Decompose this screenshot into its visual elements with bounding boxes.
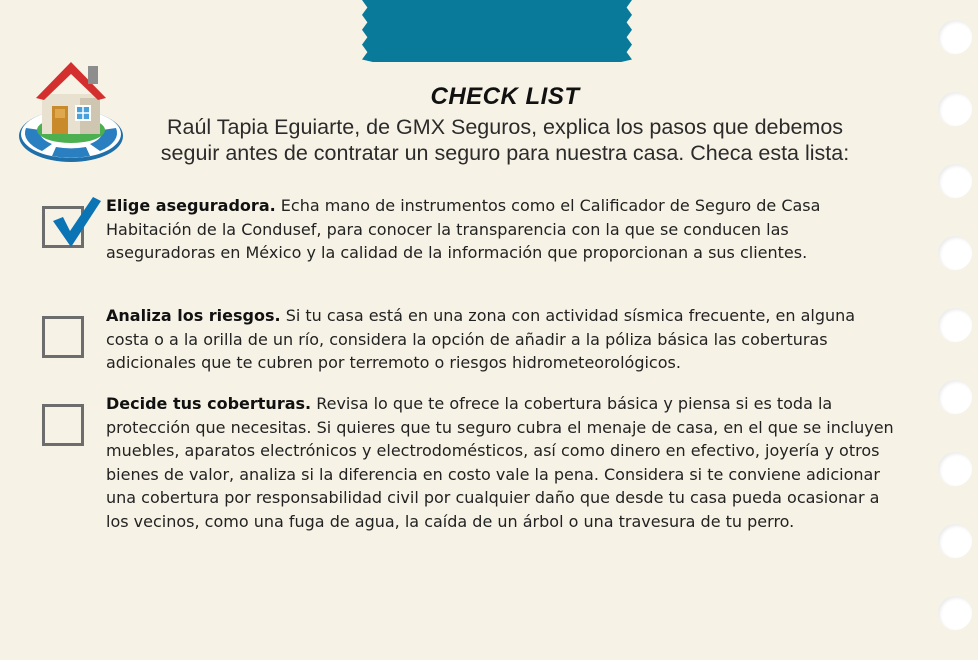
checklist-item-text (106, 392, 896, 533)
checklist-item-decide-coberturas (40, 392, 900, 562)
checklist-item-elige-aseguradora (40, 194, 900, 294)
intro-text: Raúl Tapia Eguiarte, de GMX Seguros, explica los pasos que debemos seguir antes de contratar un seguro para nuestra casa. Checa esta lista: (160, 115, 850, 165)
tape-decoration (362, 0, 632, 62)
page-title: CHECK LIST (430, 83, 580, 110)
binder-hole (938, 308, 972, 342)
checklist-item-heading: Analiza los riesgos. (106, 306, 281, 325)
checklist-item-heading: Decide tus coberturas. (106, 394, 312, 413)
checkmark-icon (43, 191, 105, 253)
checklist-item-body: Revisa lo que te ofrece la cobertura básica y piensa si es toda la protección que necesitas. Si quieres que tu seguro cubra el menaje de casa, en el que se incluyen muebles, aparatos electrónicos y electrodomésticos, así como dinero en efectivo, joyería y otros bienes de valor, analiza si la diferencia en costo vale la pena. Considera si te conviene adicionar una cobertura por responsabilidad civil por cualquier daño que desde tu casa pueda ocasionar a los vecinos, como una fuga de agua, la caída de un árbol o una travesura de tu perro. (106, 394, 894, 531)
checkbox-checked[interactable] (42, 206, 84, 248)
binder-hole (938, 380, 972, 414)
binder-hole (938, 452, 972, 486)
binder-hole (938, 596, 972, 630)
binder-hole (938, 20, 972, 54)
binder-hole (938, 92, 972, 126)
binder-hole (938, 524, 972, 558)
header (140, 82, 870, 166)
checkbox-unchecked[interactable] (42, 316, 84, 358)
checklist-item-body: Si tu casa está en una zona con actividad sísmica frecuente, en alguna costa o a la orilla de un río, considera la opción de añadir a la póliza básica las coberturas adicionales que te cubren por terremoto o riesgos hidrometeorológicos. (106, 306, 856, 372)
binder-hole (938, 236, 972, 270)
checklist-item-text (106, 194, 896, 265)
binder-hole (938, 164, 972, 198)
house-with-life-ring-icon (12, 48, 130, 168)
checklist-item-analiza-riesgos (40, 304, 900, 384)
checklist-item-body: Echa mano de instrumentos como el Calificador de Seguro de Casa Habitación de la Condusef, para conocer la transparencia con la que se conducen las aseguradoras en México y la calidad de la información que proporcionan a sus clientes. (106, 196, 821, 262)
checklist-item-text (106, 304, 896, 375)
checkbox-unchecked[interactable] (42, 404, 84, 446)
notebook-holes (928, 0, 978, 660)
checklist-item-heading: Elige aseguradora. (106, 196, 276, 215)
